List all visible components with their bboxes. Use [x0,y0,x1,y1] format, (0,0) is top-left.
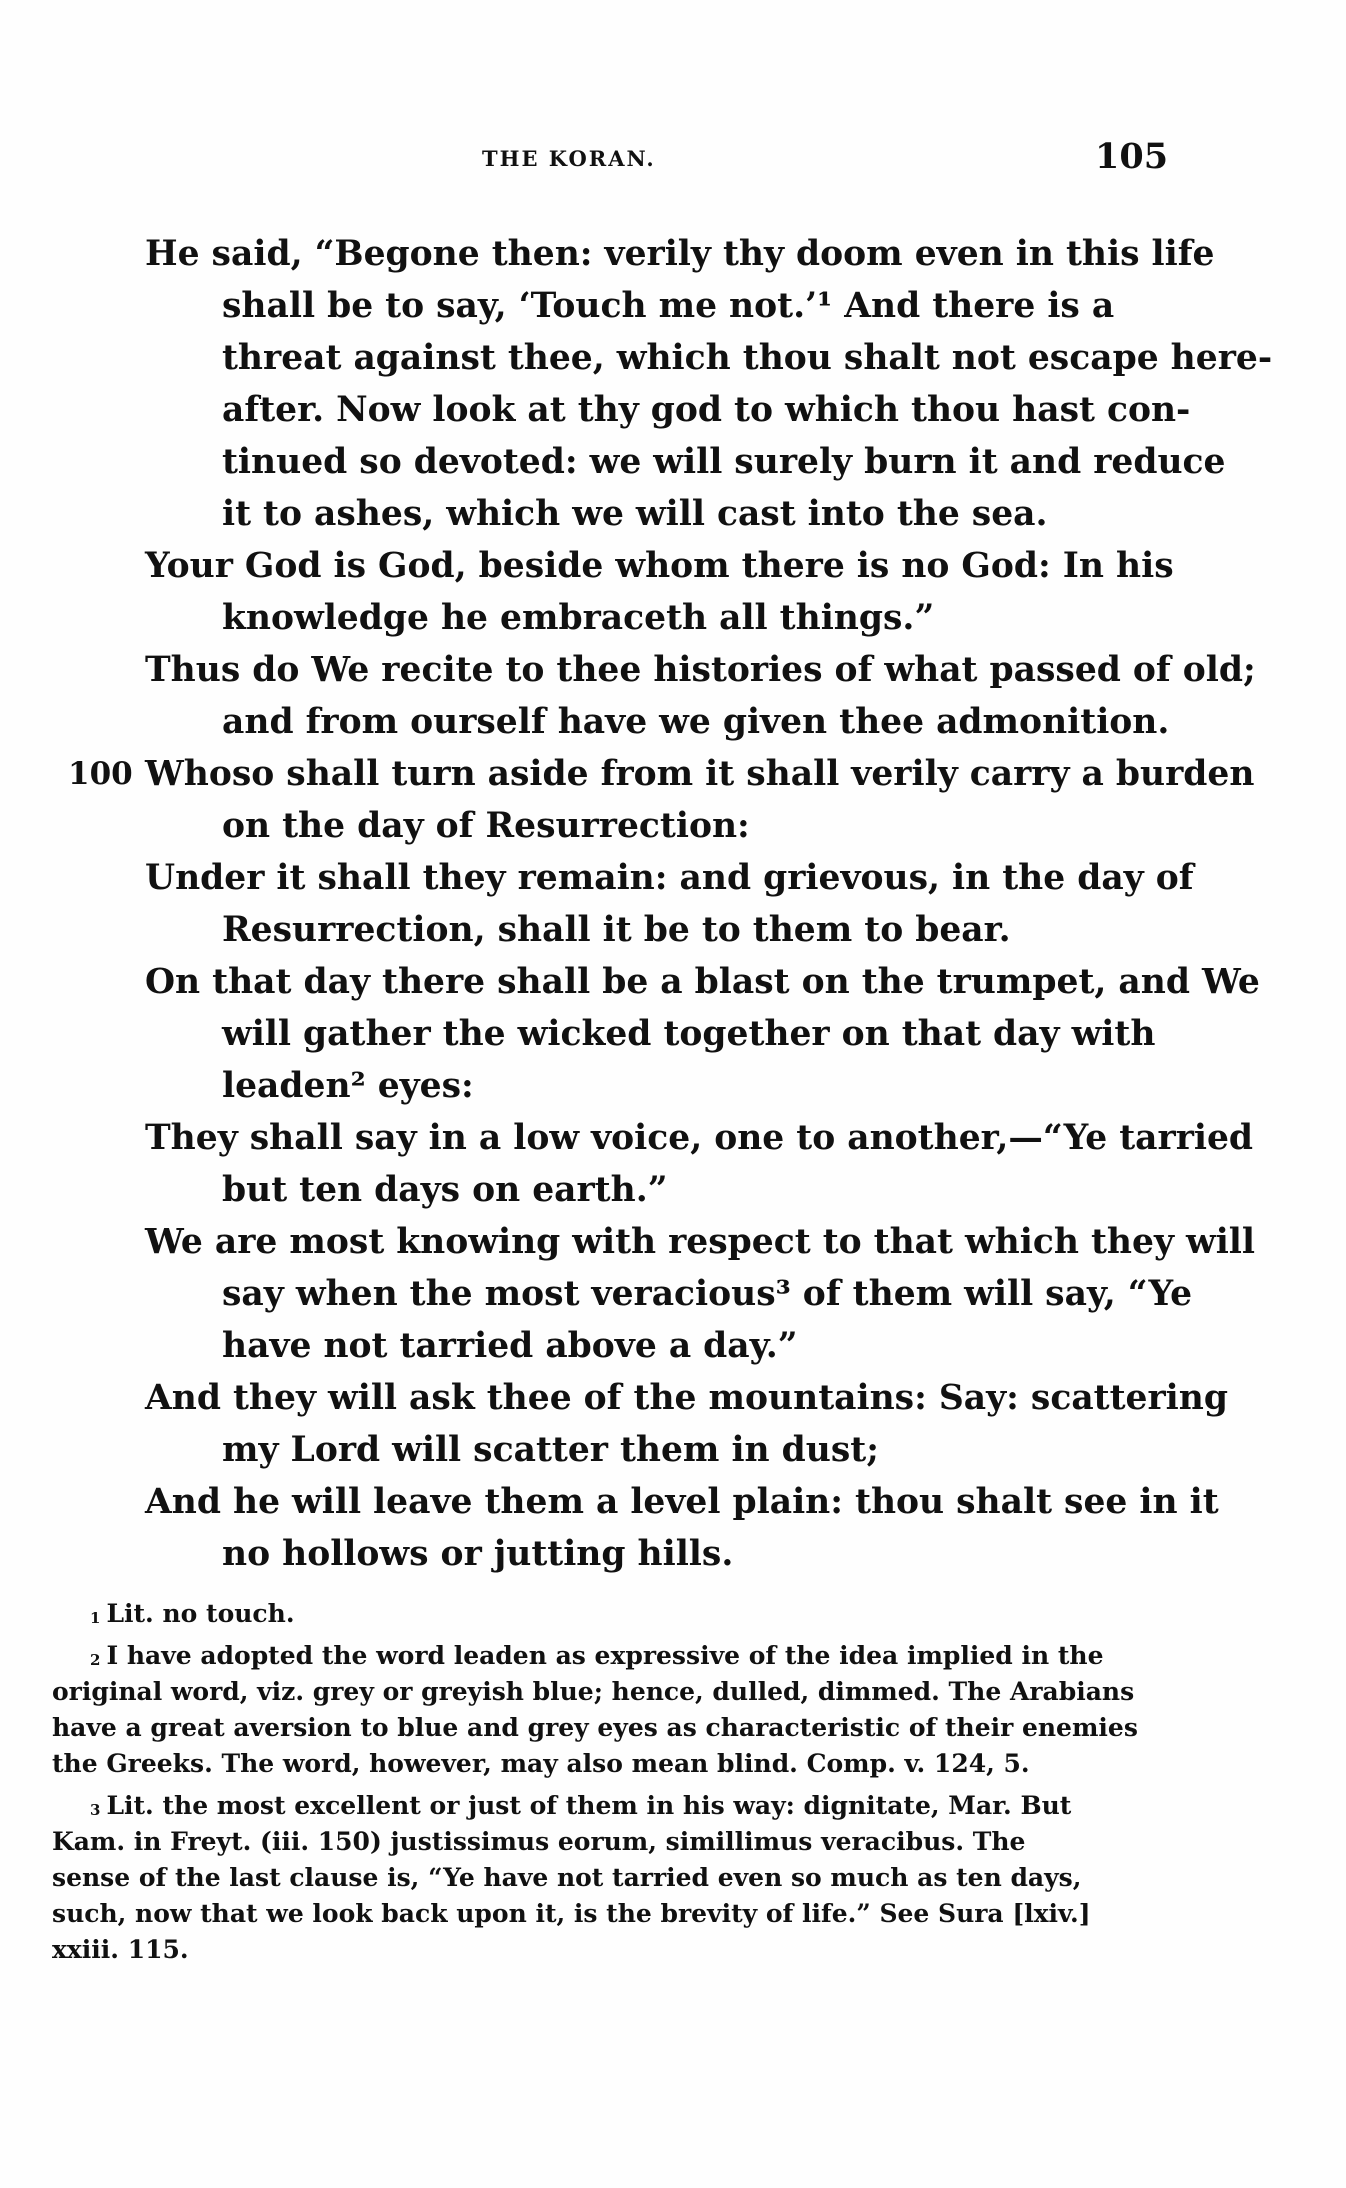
verse-line: And they will ask thee of the mountains: Say: scattering [145,1378,1228,1418]
footnote-text: Lit. no touch. [106,1599,295,1628]
page-number: 105 [1095,136,1169,177]
footnote-line: have a great aversion to blue and grey eyes as characteristic of their enemies [52,1713,1138,1742]
footnote-text: Lit. the most excellent or just of them in his way: dignitate, Mar. But [106,1791,1072,1820]
footnote [0,1596,1346,1632]
running-title: THE KORAN. [482,146,656,171]
footnote-line: Kam. in Freyt. (iii. 150) justissimus eorum, simillimus veracibus. The [52,1827,1026,1856]
verse [0,540,1346,644]
footnote-line: such, now that we look back upon it, is the brevity of life.” See Sura [lxiv.] [52,1899,1091,1928]
verse-line: tinued so devoted: we will surely burn it and reduce [222,442,1226,482]
footnote-line [0,1596,1346,1632]
verse-line: He said, “Begone then: verily thy doom even in this life [145,234,1215,274]
footnote-line: sense of the last clause is, “Ye have not tarried even so much as ten days, [52,1863,1082,1892]
footnote-mark: 2 [90,1651,101,1669]
verse-line: threat against thee, which thou shalt not escape here- [222,338,1273,378]
footnote-line: the Greeks. The word, however, may also mean blind. Comp. v. 124, 5. [52,1749,1030,1778]
verse-line: Thus do We recite to thee histories of what passed of old; [145,650,1256,690]
verse-line: no hollows or jutting hills. [222,1534,734,1574]
footnote-mark: 3 [90,1801,101,1819]
verse [0,956,1346,1112]
verse [0,748,1346,852]
footnote [0,1788,1346,1968]
verse-line: on the day of Resurrection: [222,806,750,846]
verse-line: Resurrection, shall it be to them to bear. [222,910,1011,950]
verse-line: and from ourself have we given thee admonition. [222,702,1170,742]
verse-number: 100 [68,756,133,792]
verse-line: Your God is God, beside whom there is no God: In his [145,546,1174,586]
verse-line: knowledge he embraceth all things.” [222,598,935,638]
verse-block [0,228,1346,1580]
verse-line: Under it shall they remain: and grievous, in the day of [145,858,1194,898]
footnote-line: original word, viz. grey or greyish blue; hence, dulled, dimmed. The Arabians [52,1677,1135,1706]
verse-line: after. Now look at thy god to which thou hast con- [222,390,1191,430]
footnote-line [0,1638,1346,1674]
footnote-mark: 1 [90,1609,101,1627]
footnote-line: xxiii. 115. [52,1935,189,1964]
verse [0,1372,1346,1476]
verse-line: They shall say in a low voice, one to another,—“Ye tarried [145,1118,1254,1158]
verse-line: have not tarried above a day.” [222,1326,798,1366]
verse [0,852,1346,956]
verse [0,228,1346,540]
verse-line: my Lord will scatter them in dust; [222,1430,879,1470]
verse-line: it to ashes, which we will cast into the sea. [222,494,1048,534]
verse-line: will gather the wicked together on that day with [222,1014,1156,1054]
footnote [0,1638,1346,1782]
verse-line: shall be to say, ‘Touch me not.’¹ And there is a [222,286,1115,326]
verse [0,1112,1346,1216]
footnote-line [0,1788,1346,1824]
verse-line: say when the most veracious³ of them will say, “Ye [222,1274,1193,1314]
verse-line: leaden² eyes: [222,1066,474,1106]
verse [0,644,1346,748]
verse-line: Whoso shall turn aside from it shall verily carry a burden [145,754,1255,794]
verse-line: And he will leave them a level plain: thou shalt see in it [145,1482,1219,1522]
verse-line: On that day there shall be a blast on the trumpet, and We [145,962,1260,1002]
verse [0,1476,1346,1580]
footnotes [0,1596,1346,1968]
page-header [0,136,1346,182]
verse-line: We are most knowing with respect to that which they will [145,1222,1256,1262]
verse-line: but ten days on earth.” [222,1170,668,1210]
verse [0,1216,1346,1372]
footnote-text: I have adopted the word leaden as expressive of the idea implied in the [106,1641,1104,1670]
